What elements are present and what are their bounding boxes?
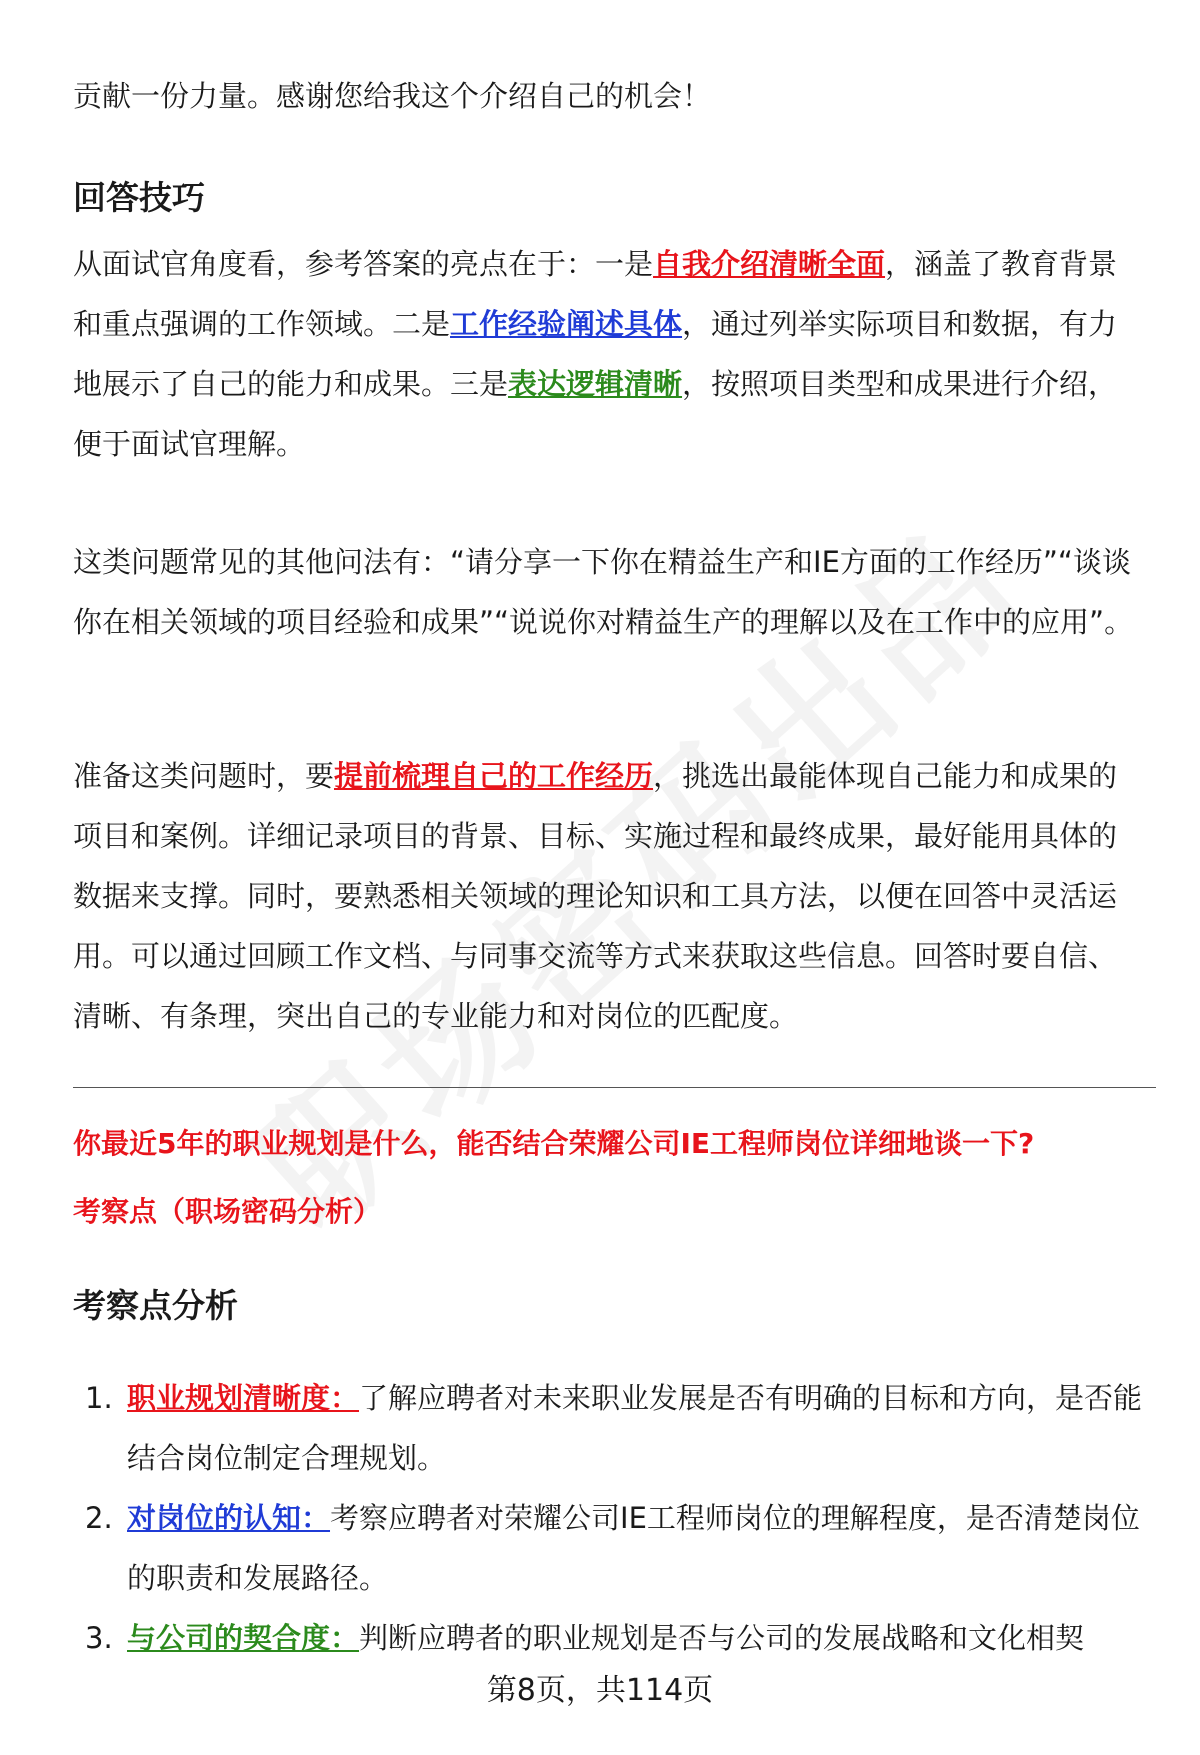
list-number: 2.: [85, 1501, 113, 1535]
item-text: 了解应聘者对未来职业发展是否有明确的目标和方向，是否能结合岗位制定合理规划。: [127, 1381, 1143, 1475]
item-label: 对岗位的认知：: [127, 1501, 331, 1535]
list-item: [73, 1488, 1143, 1608]
list-number: 3.: [85, 1621, 113, 1655]
text-run: ，按照项目类型和成果进行介绍，便于面试官理解。: [73, 367, 1118, 461]
item-text: 考察应聘者对荣耀公司IE工程师岗位的理解程度，是否清楚岗位的职责和发展路径。: [127, 1501, 1140, 1595]
tips-heading: 回答技巧: [73, 178, 205, 217]
tips-paragraph-3: [73, 746, 1143, 1046]
intro-tail-text: 贡献一份力量。感谢您给我这个介绍自己的机会！: [73, 79, 712, 113]
item-text: 判断应聘者的职业规划是否与公司的发展战略和文化相契: [359, 1621, 1085, 1655]
interview-question: 你最近5年的职业规划是什么，能否结合荣耀公司IE工程师岗位详细地谈一下?: [73, 1127, 1035, 1160]
text-run: 从面试官角度看，参考答案的亮点在于：一是: [73, 247, 654, 281]
item-label: 与公司的契合度：: [127, 1621, 360, 1655]
highlight-green: 表达逻辑清晰: [508, 367, 683, 401]
analysis-heading: 考察点分析: [73, 1286, 238, 1325]
divider: [73, 1087, 1156, 1088]
list-item: [73, 1608, 1143, 1668]
text-run: ，通过列举实际项目和数据，有力地展示了自己的能力和成果。三是: [73, 307, 1118, 401]
text-run: 准备这类问题时，要: [73, 759, 335, 793]
text-run: ，涵盖了教育背景和重点强调的工作领域。二是: [73, 247, 1118, 341]
highlight-blue: 工作经验阐述具体: [450, 307, 683, 341]
list-item: [73, 1368, 1143, 1488]
list-number: 1.: [85, 1381, 113, 1415]
highlight-red: 自我介绍清晰全面: [653, 247, 886, 281]
analysis-list: [73, 1368, 1143, 1668]
item-label: 职业规划清晰度：: [127, 1381, 360, 1415]
tips-paragraph-1: [73, 234, 1143, 474]
exam-point-label: 考察点（职场密码分析）: [73, 1195, 382, 1228]
text-run: ，挑选出最能体现自己能力和成果的项目和案例。详细记录项目的背景、目标、实施过程和最终成果，最好能用具体的数据来支撑。同时，要熟悉相关领域的理论知识和工具方法，以便在回答中灵活运用。可以通过回顾工作文档、与同事交流等方式来获取这些信息。回答时要自信、清晰、有条理，突出自己的专业能力和对岗位的匹配度。: [73, 759, 1118, 1033]
highlight-red: 提前梳理自己的工作经历: [334, 759, 654, 793]
tips-paragraph-2: 这类问题常见的其他问法有：“请分享一下你在精益生产和IE方面的工作经历”“谈谈你在相关领域的项目经验和成果”“说说你对精益生产的理解以及在工作中的应用”。: [73, 545, 1134, 639]
page-number: 第8页，共114页: [486, 1673, 714, 1708]
